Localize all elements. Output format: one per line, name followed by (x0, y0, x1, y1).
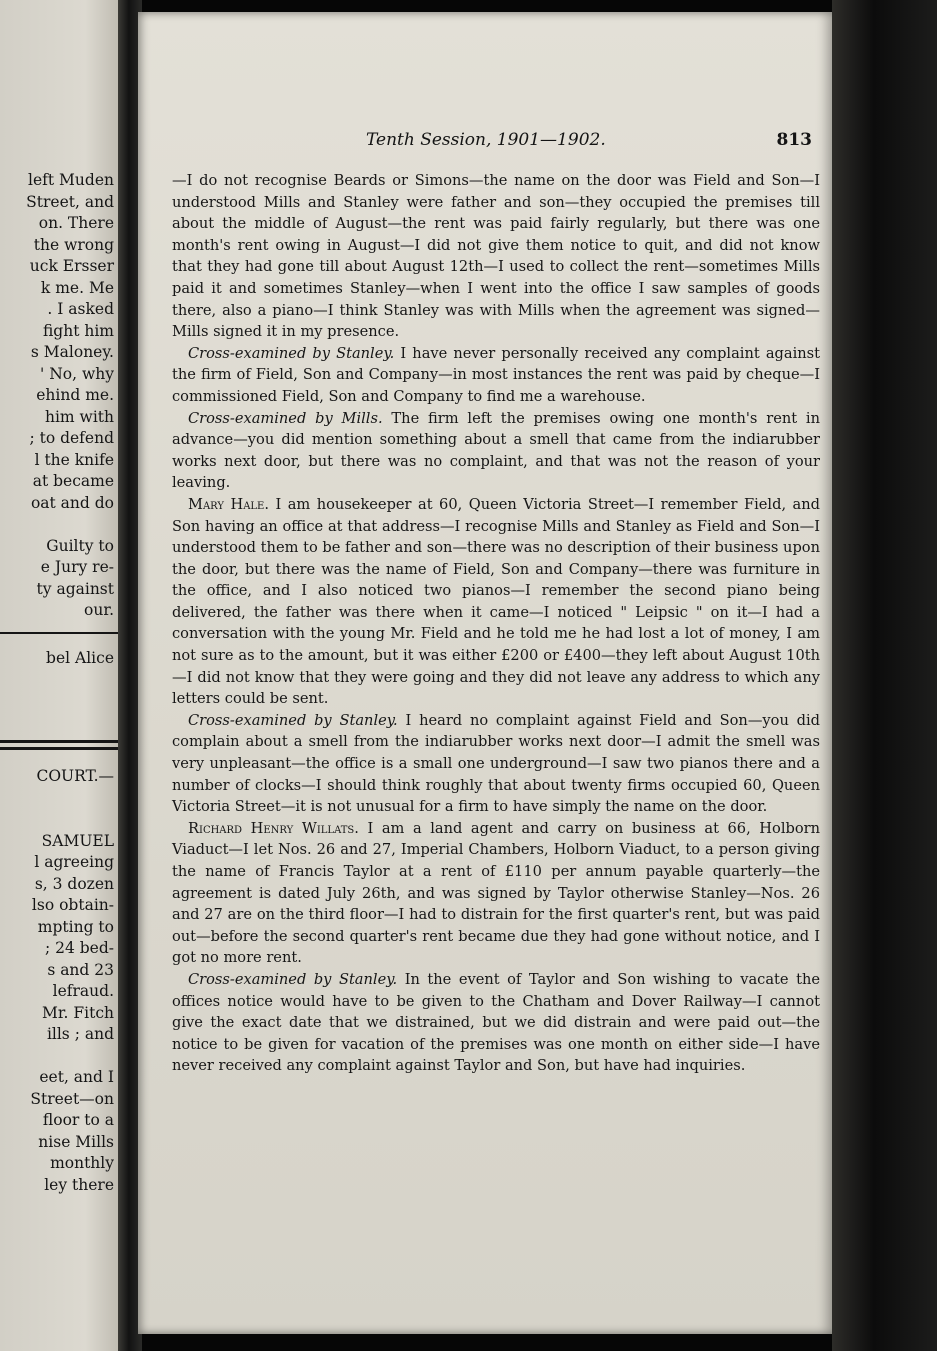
running-title: Tenth Session, 1901—1902. (366, 130, 606, 150)
left-page-rule-double-top (0, 740, 122, 743)
cross-examination-label: Cross-examined by Stanley. (188, 970, 398, 988)
left-page-line: Street—on (30, 1089, 114, 1108)
left-page-line (0, 788, 122, 810)
left-page-line: the wrong (33, 235, 114, 254)
left-page-line: s Maloney. (30, 343, 114, 361)
left-page-line: lefraud. (52, 982, 114, 1000)
left-page-line: left Muden (28, 171, 114, 189)
left-page-line: eet, and I (39, 1068, 114, 1086)
cross-examination-label: Cross-examined by Mills. (188, 409, 383, 427)
left-page-line (0, 1046, 122, 1068)
paragraph-text: I heard no complaint against Field and Son—you did complain about a smell from the indiarubber works next door—I admit the smell was very unpleasant—the office is a small one underground—I saw two pianos there and a number of clocks—I should think roughly that about twenty firms occupied 60, Queen Victoria Street—it is not unusual for a firm to have simply the name on the door. (172, 711, 820, 816)
left-facing-page (0, 0, 122, 1351)
left-page-line: Street, and (26, 192, 114, 211)
left-page-line: l the knife (34, 450, 114, 469)
left-page-rule-double-bottom (0, 747, 122, 750)
left-page-line: COURT.— (36, 767, 114, 785)
left-page-line: SAMUEL (41, 831, 114, 850)
paragraph-text: I am a land agent and carry on business at 66, Holborn Viaduct—I let Nos. 26 and 27, Imperial Chambers, Holborn Viaduct, to a person giving the name of Francis Taylor at a rent of £110 per annum payable quarterly—the agreement is dated July 26th, and was signed by Taylor otherwise Stanley—Nos. 26 and 27 are on the third floor—I had to distrain for the first quarter's rent, but was paid out—before the second quarter's rent became due they had gone without notice, and I got no more rent. (172, 819, 820, 967)
left-page-line: at became (32, 472, 114, 490)
left-page-line: floor to a (42, 1111, 114, 1129)
left-page-line: ty against (36, 579, 114, 598)
page-header (228, 130, 828, 154)
left-page-line: on. There (38, 214, 114, 232)
witness-name: Richard Henry Willats. (188, 819, 359, 837)
paragraph-text: —I do not recognise Beards or Simons—the name on the door was Field and Son—I understood Mills and Stanley were father and son—they occupied the premises till about the middle of August—the rent was paid fairly regularly, but there was one month's rent owing in August—I did not give them notice to quit, and did not know that they had gone till about August 12th—I used to collect the rent—sometimes Mills paid it and sometimes Stanley—when I went into the office I saw samples of goods there, also a piano—I think Stanley was with Mills when the agreement was signed—Mills signed it in my presence. (172, 172, 820, 341)
page-number: 813 (776, 130, 812, 150)
left-page-line: mpting to (37, 917, 114, 936)
paragraph (172, 969, 820, 1077)
left-page-line: s and 23 (47, 960, 114, 979)
paragraph-text: I have never personally received any complaint against the firm of Field, Son and Company—in most instances the rent was paid by cheque—I commissioned Field, Son and Company to find me a warehouse. (172, 344, 820, 405)
left-page-line: k me. Me (40, 278, 114, 297)
paragraph (172, 170, 820, 343)
left-page-line: ehind me. (36, 386, 114, 404)
left-page-line: our. (84, 601, 114, 619)
paragraph (172, 818, 820, 969)
paragraph (172, 710, 820, 818)
left-page-line: lso obtain- (31, 896, 114, 914)
left-page-line: ; to defend (29, 429, 114, 447)
right-page-edge (832, 0, 937, 1351)
paragraph-text: I am housekeeper at 60, Queen Victoria Street—I remember Field, and Son having an office at that address—I recognise Mills and Stanley as Field and Son—I understood them to be father and son—there was no description of their business upon the door, but there was the name of Field, Son and Company—there was furniture in the office, and I also noticed two pianos—I remember the second piano being delivered, the father was there when it came—I noticed " Leipsic " on it—I had a conversation with the young Mr. Field and he told me he had lost a lot of money, I am not sure as to the amount, but it was either £200 or £400—they left about August 10th—I did not know that they were going and they did not leave any address to which any letters could be sent. (172, 495, 821, 708)
cross-examination-label: Cross-examined by Stanley. (188, 711, 398, 729)
left-page-rule-thin (0, 632, 122, 634)
left-page-line: ' No, why (40, 364, 114, 383)
left-page-line: ley there (44, 1175, 114, 1194)
left-page-text-mid (0, 648, 122, 670)
left-page-line: l agreeing (34, 853, 114, 871)
body-text (172, 170, 820, 1077)
left-page-line: him with (44, 407, 114, 426)
left-page-line: oat and do (30, 493, 114, 512)
left-page-line: s, 3 dozen (34, 874, 114, 893)
paragraph-text: In the event of Taylor and Son wishing to vacate the offices notice would have to be given to the Chatham and Dover Railway—I cannot give the exact date that we distrained, but we did distrain and were paid out—the notice to be given for vacation of the premises was one month on either side—I have never received any complaint against Taylor and Son, but have had inquiries. (172, 970, 820, 1075)
left-page-line: ills ; and (46, 1025, 114, 1043)
left-page-line: nise Mills (38, 1132, 114, 1151)
left-page-line: Mr. Fitch (41, 1003, 114, 1022)
paragraph (172, 494, 820, 710)
paragraph (172, 408, 820, 494)
left-page-text-top (0, 170, 122, 622)
cross-examination-label: Cross-examined by Stanley. (188, 344, 395, 362)
left-page-text-bottom (0, 766, 122, 1196)
left-page-line: ; 24 bed- (44, 939, 114, 957)
paragraph (172, 343, 820, 408)
left-page-line: . I asked (47, 300, 114, 318)
left-page-line: monthly (50, 1154, 114, 1172)
left-page-line: bel Alice (46, 649, 114, 667)
left-page-line (0, 809, 122, 831)
left-page-line: fight him (42, 321, 114, 340)
left-page-line: Guilty to (46, 536, 114, 555)
left-page-line: e Jury re- (40, 558, 114, 576)
paragraph-text: The firm left the premises owing one month's rent in advance—you did mention something about a smell that came from the indiarubber works next door, but there was no complaint, and that was not the reason of your leaving. (172, 409, 820, 492)
left-page-line (0, 514, 122, 536)
witness-name: Mary Hale. (188, 495, 269, 513)
left-page-line: uck Ersser (29, 257, 114, 275)
